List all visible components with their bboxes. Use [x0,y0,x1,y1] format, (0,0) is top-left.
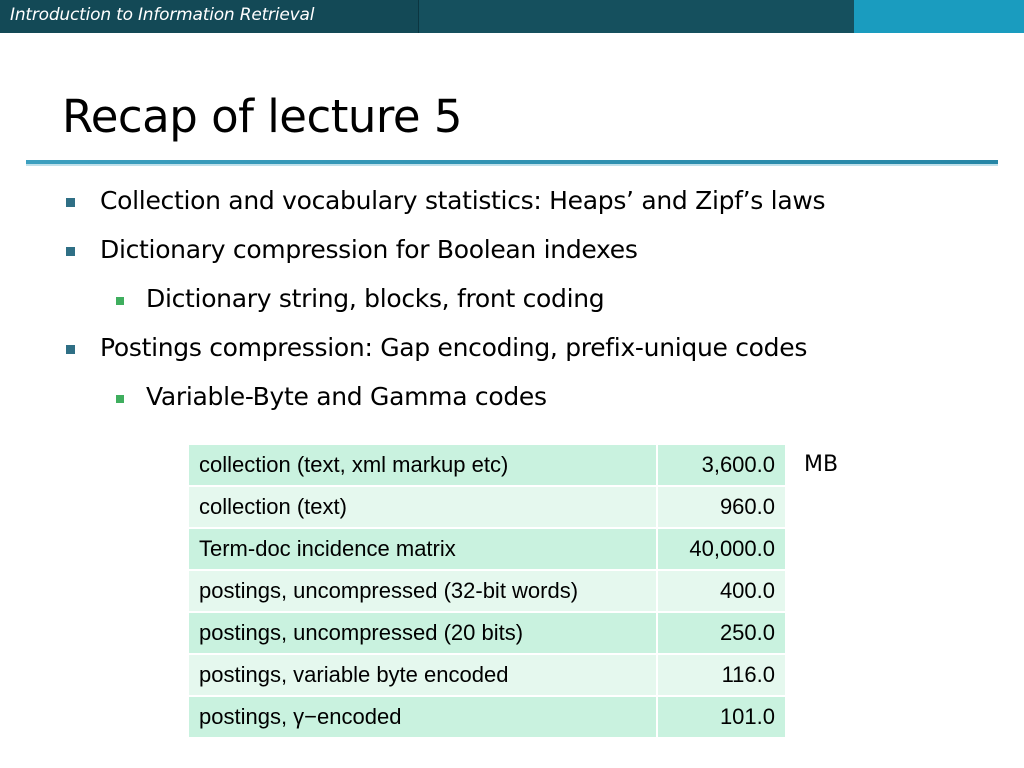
row-label: postings, uncompressed (32-bit words) [188,570,657,612]
sub-bullet-item [146,382,547,411]
row-label: postings, variable byte encoded [188,654,657,696]
header-bar [0,0,1024,33]
table-row [188,612,786,654]
square-bullet-icon [66,345,75,354]
bullet-item [100,235,638,264]
row-value: 960.0 [657,486,786,528]
row-label: postings, uncompressed (20 bits) [188,612,657,654]
table-row [188,696,786,738]
square-bullet-icon [66,247,75,256]
course-title: Introduction to Information Retrieval [10,5,315,25]
sub-bullet-item [146,284,604,313]
table-row [188,528,786,570]
bullet-text: Postings compression: Gap encoding, prefix-unique codes [100,333,808,362]
title-divider [26,160,998,166]
bullet-text: Collection and vocabulary statistics: Heaps’ and Zipf’s laws [100,186,826,215]
bullet-text: Dictionary compression for Boolean indexes [100,235,638,264]
row-value: 116.0 [657,654,786,696]
header-bar-accent-segment [854,0,1024,33]
table-row [188,486,786,528]
unit-label: MB [804,452,839,477]
row-value: 400.0 [657,570,786,612]
table-row [188,570,786,612]
square-bullet-icon [66,198,75,207]
row-value: 3,600.0 [657,444,786,486]
row-label: postings, γ−encoded [188,696,657,738]
square-bullet-icon [116,297,124,305]
bullet-item [100,186,825,215]
square-bullet-icon [116,395,124,403]
index-size-table [187,443,787,739]
row-value: 250.0 [657,612,786,654]
table-row [188,444,786,486]
table-row [188,654,786,696]
row-value: 40,000.0 [657,528,786,570]
header-bar-middle-segment [418,0,855,33]
bullet-item [100,333,807,362]
row-label: Term-doc incidence matrix [188,528,657,570]
row-value: 101.0 [657,696,786,738]
bullet-text: Dictionary string, blocks, front coding [146,284,605,313]
row-label: collection (text, xml markup etc) [188,444,657,486]
bullet-text: Variable-Byte and Gamma codes [146,382,547,411]
row-label: collection (text) [188,486,657,528]
slide-title: Recap of lecture 5 [62,90,463,143]
